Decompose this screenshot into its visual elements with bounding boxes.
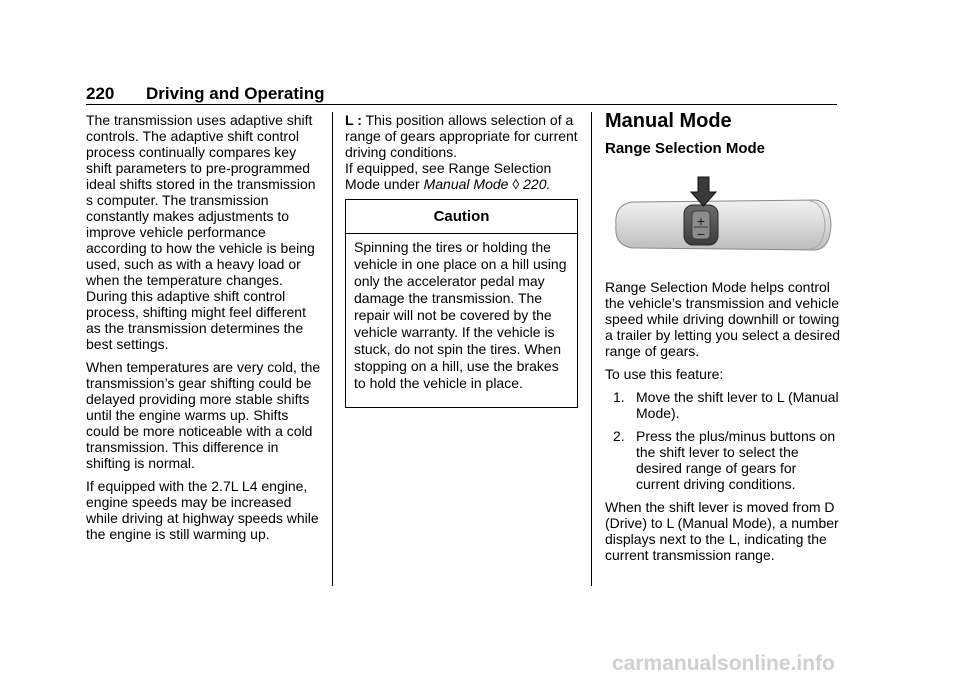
l-position-description xyxy=(345,112,581,160)
section-heading: Manual Mode xyxy=(605,110,732,132)
section-title: Driving and Operating xyxy=(146,84,325,103)
subsection-heading: Range Selection Mode xyxy=(605,140,766,157)
l-position-text: This position allows selection of a range of gears appropriate for current driving conditions. xyxy=(345,112,578,160)
list-item xyxy=(605,389,840,421)
plus-icon: + xyxy=(696,215,706,228)
column-divider-right xyxy=(591,112,592,586)
body-paragraph: Range Selection Mode helps control the vehicle’s transmission and vehicle speed while driving downhill or towing a trailer by letting you select a desired range of gears. xyxy=(605,279,841,359)
list-item xyxy=(605,428,840,492)
steps-list xyxy=(605,389,840,492)
left-column xyxy=(86,112,324,549)
step-number: 1. xyxy=(613,389,625,405)
body-paragraph: The transmission uses adaptive shift controls. The adaptive shift control process continually compares key shift parameters to pre-programmed ideal shifts stored in the transmission s computer. The transmission constantly makes adjustments to improve vehicle performance according to how the vehicle is being used, such as with a heavy load or when the temperature changes. During this adaptive shift control process, shifting might feel different as the transmission determines the best settings. xyxy=(86,112,316,352)
caution-text: Spinning the tires or holding the vehicle in one place on a hill using only the accelerator pedal may damage the transmission. The repair will not be covered by the vehicle warranty. If the vehicle is stuck, do not spin the tires. When stopping on a hill, use the brakes to hold the vehicle in place. xyxy=(354,239,567,391)
page-header xyxy=(86,84,325,104)
right-column-text xyxy=(605,279,840,570)
step-text: Press the plus/minus buttons on the shift lever to select the desired range of gears for current driving conditions. xyxy=(636,428,836,492)
cross-reference-prefix: If equipped, see Range Selection Mode under xyxy=(345,160,552,192)
header-rule xyxy=(86,104,837,105)
watermark: carmanualsonline.info xyxy=(612,652,835,675)
cross-reference-page[interactable]: 220. xyxy=(523,176,551,192)
body-paragraph: If equipped with the 2.7L L4 engine, engine speeds may be increased while driving at highway speeds while the engine is still warming up. xyxy=(86,478,319,542)
middle-column xyxy=(345,112,581,199)
body-paragraph: When temperatures are very cold, the transmission’s gear shifting could be delayed providing more stable shifts until the engine warms up. Shifts could be more noticeable with a cold transmission. This difference in shifting is normal. xyxy=(86,359,321,471)
steps-intro: To use this feature: xyxy=(605,366,724,382)
caution-box xyxy=(345,199,578,408)
page-number: 220 xyxy=(86,84,115,103)
column-divider-left xyxy=(332,112,333,586)
page-ref-arrow-icon: ◊ xyxy=(512,176,520,192)
cross-reference-link[interactable]: Manual Mode xyxy=(423,176,509,192)
caution-title: Caution xyxy=(346,200,577,234)
step-text: Move the shift lever to L (Manual Mode). xyxy=(636,389,839,421)
l-position-term: L : xyxy=(345,112,362,128)
cross-reference xyxy=(345,160,581,192)
minus-icon: − xyxy=(696,228,706,241)
body-paragraph: When the shift lever is moved from D (Drive) to L (Manual Mode), a number displays next to the L, indicating the current transmission range. xyxy=(605,499,839,563)
step-number: 2. xyxy=(613,428,625,444)
shift-lever-illustration xyxy=(610,175,835,270)
